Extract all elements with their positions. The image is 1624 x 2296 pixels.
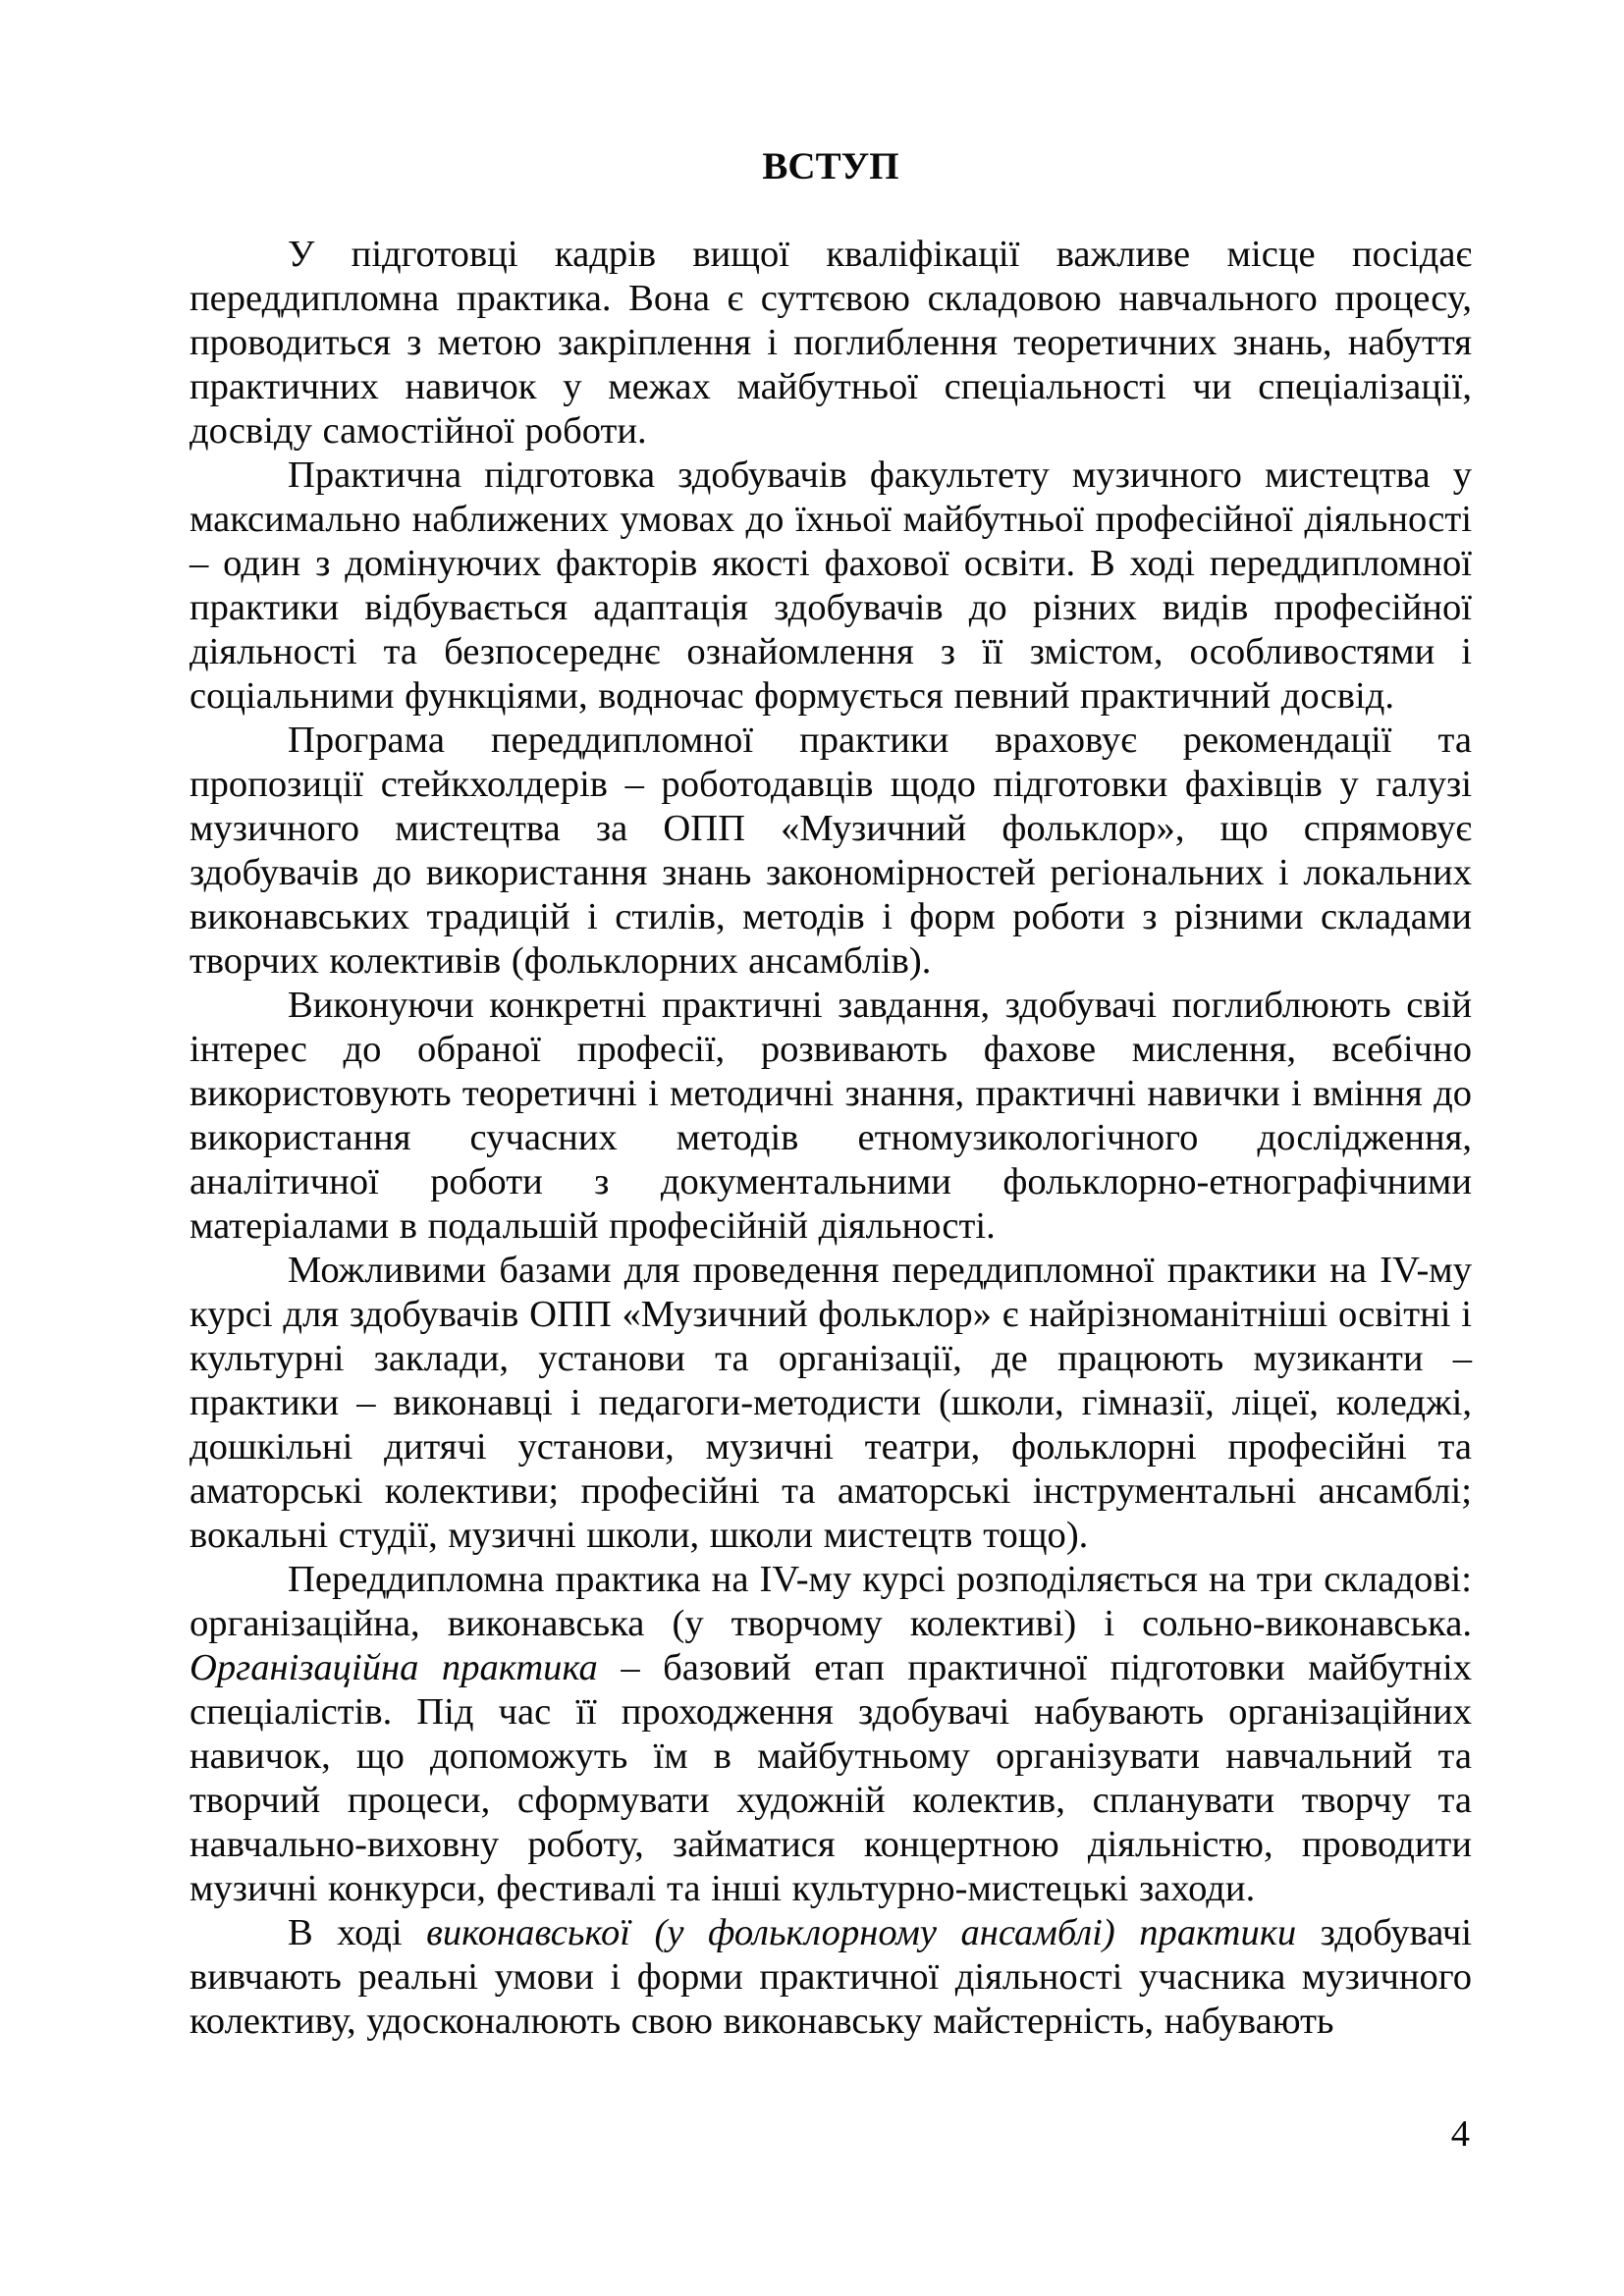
text-run: В ході (288, 1912, 427, 1953)
text-run: Переддипломна практика на IV-му курсі розподіляється на три складові: організаційна, виконавська (у творчому колективі) і сольно-виконавська. (189, 1559, 1472, 1644)
page-title: ВСТУП (762, 145, 899, 187)
paragraph (189, 719, 1472, 984)
text-run: здобувачі вивчають реальні умови і форми практичної діяльності учасника музичного колективу, удосконалюють свою виконавську майстерність, набувають (189, 1912, 1472, 2042)
document-body (189, 233, 1472, 2044)
paragraph (189, 984, 1472, 1249)
italic-text-run: виконавської (у фольклорному ансамблі) практики (426, 1912, 1297, 1953)
italic-text-run: Організаційна практика (189, 1647, 598, 1688)
paragraph (189, 1249, 1472, 1558)
document-content (189, 144, 1472, 2044)
text-run: Практична підготовка здобувачів факультету музичного мистецтва у максимально наближених умовах до їхньої майбутньої професійної діяльності – один з домінуючих факторів якості фахової освіти. В ході переддипломної практики відбувається адаптація здобувачів до різних видів професійної діяльності та безпосереднє ознайомлення з її змістом, особливостями і соціальними функціями, водночас формується певний практичний досвід. (189, 454, 1472, 717)
paragraph (189, 1558, 1472, 1911)
text-run: Виконуючи конкретні практичні завдання, здобувачі поглиблюють свій інтерес до обраної професії, розвивають фахове мислення, всебічно використовують теоретичні і методичні знання, практичні навички і вміння до використання сучасних методів етномузикологічного дослідження, аналітичної роботи з документальними фольклорно-етнографічними матеріалами в подальшій професійній діяльності. (189, 985, 1472, 1247)
paragraph (189, 454, 1472, 719)
text-run: У підготовці кадрів вищої кваліфікації важливе місце посідає переддипломна практика. Вона є суттєвою складовою навчального процесу, проводиться з метою закріплення і поглиблення теоретичних знань, набуття практичних навичок у межах майбутньої спеціальності чи спеціалізації, досвіду самостійної роботи. (189, 234, 1472, 452)
paragraph (189, 1911, 1472, 2044)
paragraph (189, 233, 1472, 454)
text-run: Можливими базами для проведення переддипломної практики на IV-му курсі для здобувачів ОПП «Музичний фольклор» є найрізноманітніші освітні і культурні заклади, установи та організації, де працюють музиканти – практики – виконавці і педагоги-методисти (школи, гімназії, ліцеї, коледжі, дошкільні дитячі установи, музичні театри, фольклорні професійні та аматорські колективи; професійні та аматорські інструментальні ансамблі; вокальні студії, музичні школи, школи мистецтв тощо). (189, 1250, 1472, 1556)
page-number: 4 (1450, 2113, 1470, 2155)
text-run: – базовий етап практичної підготовки майбутніх спеціалістів. Під час її проходження здобувачі набувають організаційних навичок, що допоможуть їм в майбутньому організувати навчальний та творчий процеси, сформувати художній колектив, спланувати творчу та навчально-виховну роботу, займатися концертною діяльністю, проводити музичні конкурси, фестивалі та інші культурно-мистецькі заходи. (189, 1647, 1473, 1909)
text-run: Програма переддипломної практики враховує рекомендації та пропозиції стейкхолдерів – роботодавців щодо підготовки фахівців у галузі музичного мистецтва за ОПП «Музичний фольклор», що спрямовує здобувачів до використання знань закономірностей регіональних і локальних виконавських традицій і стилів, методів і форм роботи з різними складами творчих колективів (фольклорних ансамблів). (189, 720, 1472, 982)
